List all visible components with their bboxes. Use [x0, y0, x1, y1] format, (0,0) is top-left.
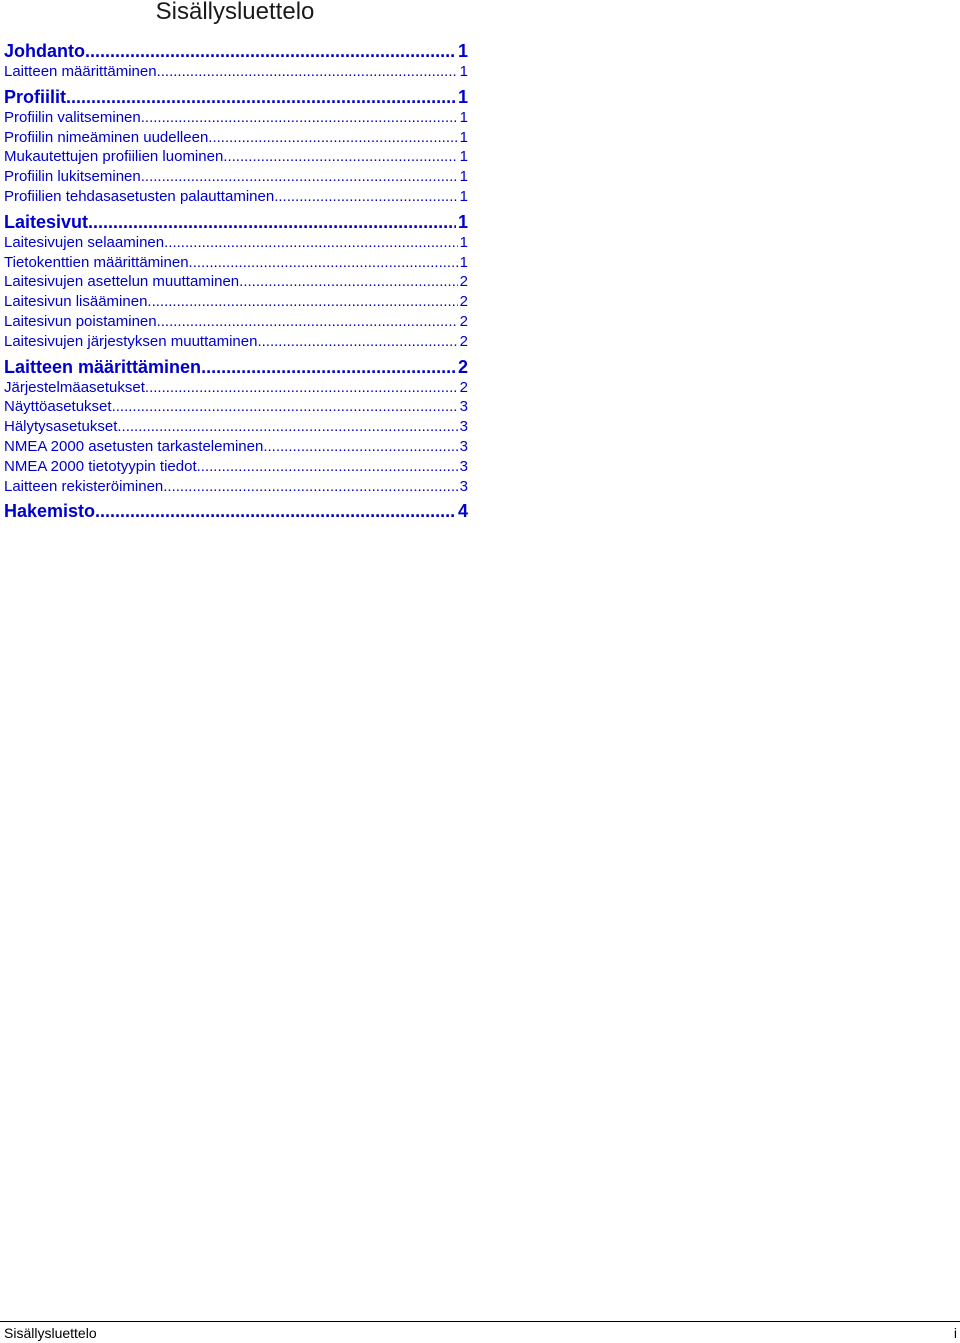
toc-entry-page: 2 [459, 293, 468, 311]
toc-entry-label: Laitesivun poistaminen [4, 312, 157, 330]
toc-entry-label: Profiilin lukitseminen [4, 168, 141, 186]
toc-entry-label: Profiilin valitseminen [4, 108, 141, 126]
toc-entry-label: Laitesivujen selaaminen [4, 233, 165, 251]
toc-entry-page: 1 [457, 211, 468, 232]
footer-page-number: i [953, 1325, 957, 1341]
toc-entry-page: 3 [459, 437, 468, 455]
toc-entry-label: Hälytysasetukset [4, 418, 118, 436]
toc-entry[interactable] [4, 41, 468, 62]
toc-entry-page: 1 [457, 41, 468, 61]
toc-leader-dots [201, 357, 456, 378]
toc-entry-page: 2 [459, 332, 468, 350]
toc-entry-label: Profiilien tehdasasetusten palauttaminen [4, 187, 275, 205]
toc-leader-dots [164, 233, 458, 253]
toc-leader-dots [208, 128, 457, 148]
toc-entry[interactable] [4, 108, 468, 128]
toc-leader-dots [157, 62, 458, 82]
toc-entry-label: Laitteen määrittäminen [4, 63, 157, 80]
toc-leader-dots [141, 167, 458, 187]
toc-leader-dots [197, 457, 458, 477]
toc-leader-dots [85, 41, 456, 62]
toc-entry[interactable] [4, 253, 468, 273]
toc-entry[interactable] [4, 477, 468, 497]
toc-entry[interactable] [4, 128, 468, 148]
toc-leader-dots [189, 253, 458, 273]
toc-leader-dots [274, 187, 457, 207]
toc-entry-label: Tietokenttien määrittäminen [4, 253, 189, 271]
toc-leader-dots [95, 501, 456, 522]
toc-entry[interactable] [4, 87, 468, 108]
footer-section-title: Sisällysluettelo [4, 1325, 97, 1341]
toc-entry-page: 1 [457, 86, 468, 107]
toc-leader-dots [263, 437, 457, 457]
toc-entry-page: 3 [459, 418, 468, 436]
page-title: Sisällysluettelo [155, 0, 315, 25]
toc-entry[interactable] [4, 233, 468, 253]
toc-leader-dots [66, 87, 456, 108]
toc-entry-label: Laitteen määrittäminen [4, 356, 202, 377]
toc-entry-label: Näyttöasetukset [4, 398, 112, 416]
toc-entry-label: Profiilin nimeäminen uudelleen [4, 128, 209, 146]
toc-entry-page: 1 [459, 128, 468, 146]
toc-leader-dots [163, 477, 457, 497]
toc-entry-label: Hakemisto [4, 501, 96, 522]
toc-entry-label: Laitesivujen järjestyksen muuttaminen [4, 332, 258, 350]
toc-entry[interactable] [4, 212, 468, 233]
toc-entry-page: 1 [459, 233, 468, 251]
toc-entry[interactable] [4, 501, 468, 522]
toc-leader-dots [88, 212, 456, 233]
toc-entry[interactable] [4, 417, 468, 437]
toc-entry[interactable] [4, 332, 468, 352]
toc-leader-dots [147, 292, 457, 312]
toc-entry[interactable] [4, 397, 468, 417]
toc-entry-label: Profiilit [4, 86, 66, 107]
toc-entry-page: 1 [459, 148, 468, 166]
toc-entry-page: 1 [459, 187, 468, 205]
toc-entry-label: Laitesivut [4, 211, 89, 232]
table-of-contents [4, 41, 468, 522]
toc-entry-page: 3 [459, 457, 468, 475]
toc-entry-label: Johdanto [4, 41, 85, 61]
toc-entry[interactable] [4, 357, 468, 378]
toc-entry[interactable] [4, 147, 468, 167]
toc-entry[interactable] [4, 292, 468, 312]
toc-entry[interactable] [4, 457, 468, 477]
toc-entry-page: 1 [459, 108, 468, 126]
toc-entry[interactable] [4, 62, 468, 82]
toc-leader-dots [223, 147, 457, 167]
toc-entry-label: Laitesivun lisääminen [4, 293, 148, 311]
toc-leader-dots [157, 312, 458, 332]
toc-entry[interactable] [4, 312, 468, 332]
toc-entry[interactable] [4, 437, 468, 457]
toc-leader-dots [112, 397, 458, 417]
toc-entry-page: 4 [457, 501, 468, 522]
footer-divider [0, 1321, 960, 1322]
toc-leader-dots [117, 417, 457, 437]
toc-entry-page: 2 [457, 356, 468, 377]
toc-leader-dots [145, 378, 458, 398]
toc-entry[interactable] [4, 187, 468, 207]
toc-entry[interactable] [4, 272, 468, 292]
toc-entry-page: 1 [459, 63, 468, 80]
toc-entry-page: 2 [459, 273, 468, 291]
toc-entry-page: 2 [459, 312, 468, 330]
toc-entry-page: 1 [459, 253, 468, 271]
toc-entry-page: 2 [459, 378, 468, 396]
toc-entry-label: Laitteen rekisteröiminen [4, 477, 164, 495]
toc-entry-label: NMEA 2000 tietotyypin tiedot [4, 457, 197, 475]
toc-entry[interactable] [4, 167, 468, 187]
toc-leader-dots [141, 108, 458, 128]
toc-leader-dots [257, 332, 457, 352]
toc-entry-label: Järjestelmäasetukset [4, 378, 145, 396]
toc-entry-page: 1 [459, 168, 468, 186]
toc-entry-label: NMEA 2000 asetusten tarkasteleminen [4, 437, 264, 455]
toc-entry-label: Laitesivujen asettelun muuttaminen [4, 273, 240, 291]
toc-entry-page: 3 [459, 398, 468, 416]
toc-entry[interactable] [4, 378, 468, 398]
toc-entry-page: 3 [459, 477, 468, 495]
toc-entry-label: Mukautettujen profiilien luominen [4, 148, 224, 166]
toc-leader-dots [239, 272, 458, 292]
